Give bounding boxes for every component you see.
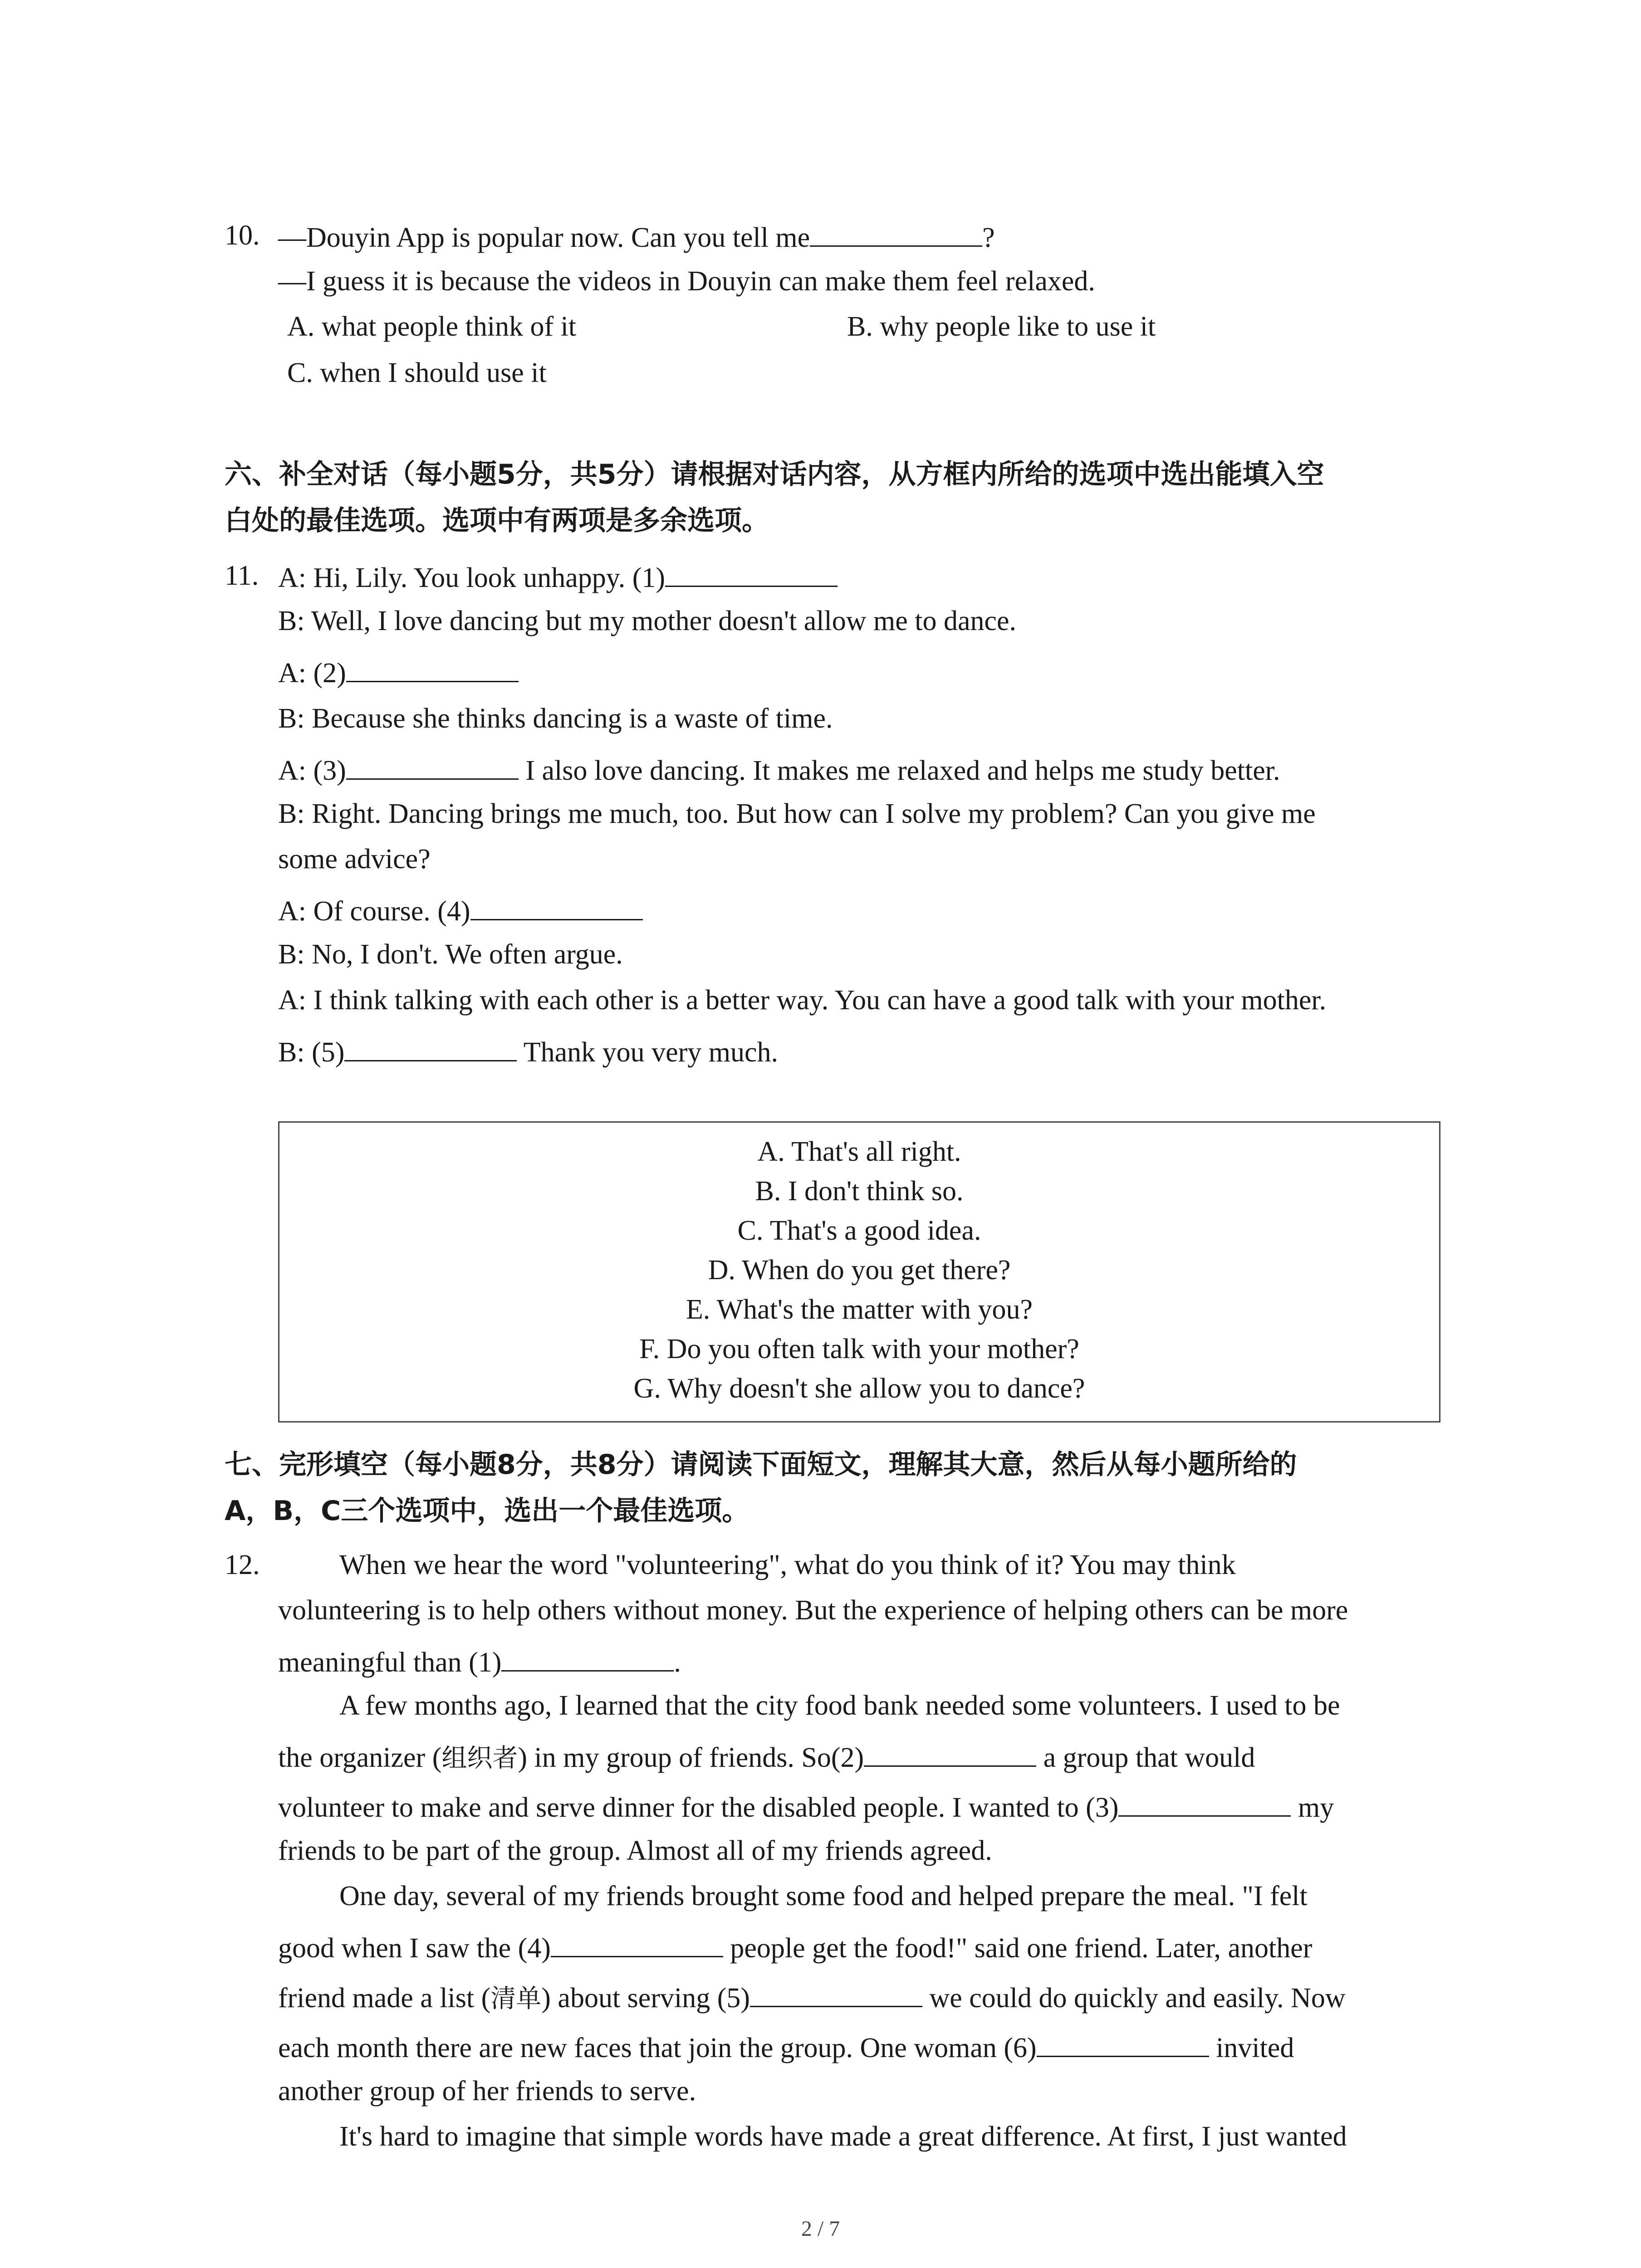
dialogue-line: A: Hi, Lily. You look unhappy. (1) <box>278 559 838 595</box>
answer-blank[interactable] <box>470 892 643 920</box>
section-7-heading: 七、完形填空（每小题8分，共8分）请阅读下面短文，理解其大意，然后从每小题所给的 A，B，C三个选项中，选出一个最佳选项。 <box>225 1449 1297 1527</box>
dialogue-line: B: Right. Dancing brings me much, too. But how can I solve my problem? Can you give me <box>278 798 1316 829</box>
q10-line-2: —I guess it is because the videos in Douyin can make them feel relaxed. <box>278 266 1095 297</box>
answer-blank[interactable] <box>810 219 982 247</box>
passage-line: meaningful than (1) . <box>278 1643 681 1679</box>
answer-blank[interactable] <box>864 1739 1036 1767</box>
q10-line-1: —Douyin App is popular now. Can you tell me ? <box>278 219 995 254</box>
answer-blank[interactable] <box>665 559 838 587</box>
passage-line: It's hard to imagine that simple words have made a great difference. At first, I just wanted <box>339 2121 1347 2152</box>
passage-line: A few months ago, I learned that the city food bank needed some volunteers. I used to be <box>339 1690 1340 1721</box>
dialogue-line: B: Well, I love dancing but my mother doesn't allow me to dance. <box>278 606 1017 636</box>
passage-line: good when I saw the (4) people get the food!" said one friend. Later, another <box>278 1929 1312 1965</box>
answer-blank[interactable] <box>501 1643 674 1672</box>
option-b: B. why people like to use it <box>847 311 1156 342</box>
dialogue-line: A: I think talking with each other is a better way. You can have a good talk with your mother. <box>278 985 1327 1016</box>
section-6-heading: 六、补全对话（每小题5分，共5分）请根据对话内容，从方框内所给的选项中选出能填入空 白处的最佳选项。选项中有两项是多余选项。 <box>225 459 1324 537</box>
answer-blank[interactable] <box>1037 2029 1209 2057</box>
passage-line: another group of her friends to serve. <box>278 2076 696 2107</box>
dialogue-line: A: (3) I also love dancing. It makes me relaxed and helps me study better. <box>278 752 1280 787</box>
box-option-c: C. That's a good idea. <box>737 1215 981 1246</box>
answer-blank[interactable] <box>551 1929 723 1957</box>
dialogue-line: some advice? <box>278 844 431 875</box>
passage-line: the organizer (组织者) in my group of friends. So(2) a group that would <box>278 1739 1255 1774</box>
box-option-a: A. That's all right. <box>757 1136 961 1167</box>
answer-blank[interactable] <box>346 752 519 780</box>
question-number: 12. <box>225 1549 260 1580</box>
passage-line: each month there are new faces that join the group. One woman (6) invited <box>278 2029 1294 2065</box>
option-c: C. when I should use it <box>287 357 547 388</box>
box-option-e: E. What's the matter with you? <box>686 1294 1033 1325</box>
dialogue-line: A: (2) <box>278 654 519 690</box>
options-box <box>278 1121 1440 1422</box>
passage-line: friend made a list (清单) about serving (5) we could do quickly and easily. Now <box>278 1979 1346 2015</box>
answer-blank[interactable] <box>1118 1789 1291 1817</box>
dialogue-line: A: Of course. (4) <box>278 892 643 928</box>
passage-line: When we hear the word "volunteering", what do you think of it? You may think <box>339 1549 1236 1580</box>
box-option-b: B. I don't think so. <box>755 1176 964 1207</box>
passage-line: volunteering is to help others without money. But the experience of helping others can be more <box>278 1595 1348 1626</box>
box-option-f: F. Do you often talk with your mother? <box>639 1334 1079 1364</box>
question-number: 11. <box>225 560 259 591</box>
answer-blank[interactable] <box>346 654 519 682</box>
box-option-g: G. Why doesn't she allow you to dance? <box>633 1373 1085 1404</box>
dialogue-line: B: No, I don't. We often argue. <box>278 939 623 970</box>
dialogue-line: B: (5) Thank you very much. <box>278 1033 778 1069</box>
page-number: 2 / 7 <box>801 2217 840 2241</box>
question-number: 10. <box>225 220 260 251</box>
answer-blank[interactable] <box>750 1979 922 2007</box>
box-option-d: D. When do you get there? <box>708 1255 1011 1286</box>
answer-blank[interactable] <box>344 1033 517 1061</box>
option-a: A. what people think of it <box>287 311 577 342</box>
dialogue-line: B: Because she thinks dancing is a waste of time. <box>278 703 833 734</box>
passage-line: friends to be part of the group. Almost all of my friends agreed. <box>278 1835 992 1866</box>
passage-line: volunteer to make and serve dinner for the disabled people. I wanted to (3) my <box>278 1789 1334 1824</box>
passage-line: One day, several of my friends brought some food and helped prepare the meal. "I felt <box>339 1881 1308 1911</box>
